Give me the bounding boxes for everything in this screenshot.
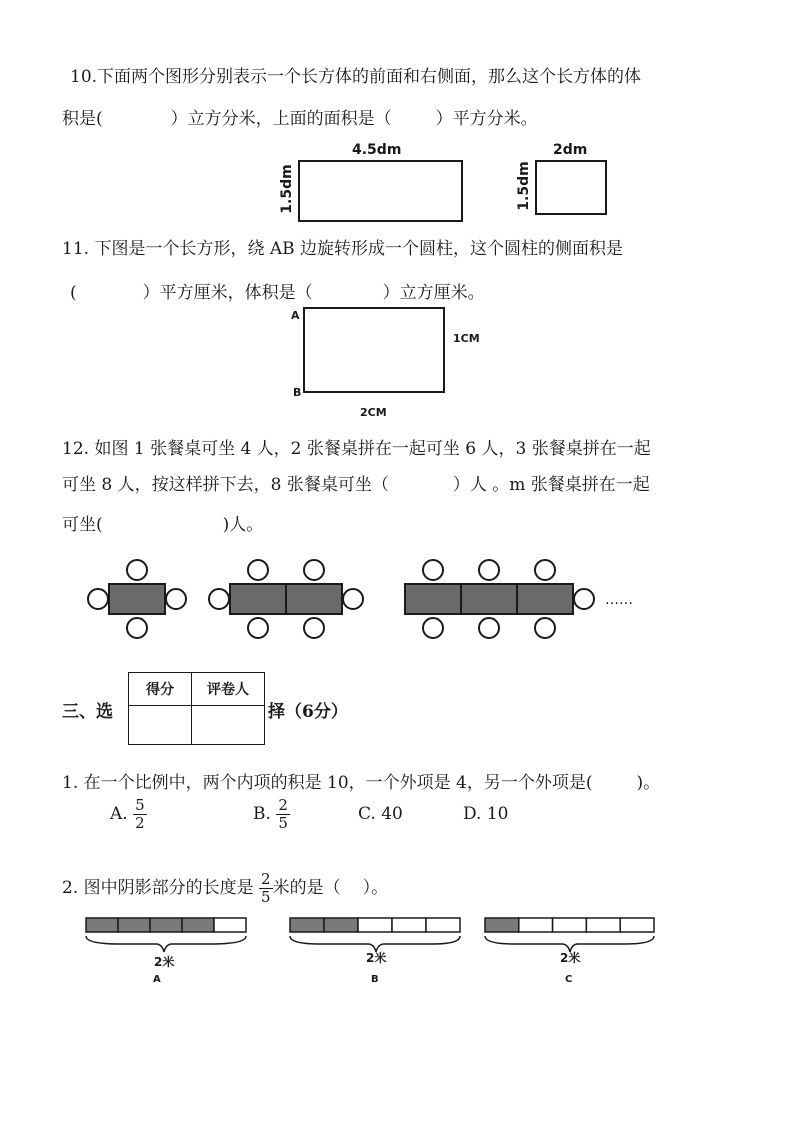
bar-b: [290, 918, 460, 932]
side-height-label: 1.5dm: [516, 161, 532, 211]
score-cell[interactable]: [129, 706, 192, 745]
point-a-label: A: [291, 309, 300, 322]
grader-header: 评卷人: [192, 673, 265, 706]
bar-a-segment: [86, 918, 118, 932]
c2-stem-end: ）。: [362, 878, 389, 898]
seat: [166, 589, 186, 609]
q11-line1: 11. 下图是一个长方形，绕 AB 边旋转形成一个圆柱，这个圆柱的侧面积是: [62, 239, 624, 259]
bar-b-segment: [426, 918, 460, 932]
rect-height-label: 1CM: [453, 332, 480, 345]
section3-suffix: 择（6分）: [268, 702, 348, 722]
bar-a-segment: [182, 918, 214, 932]
q12-line2: [62, 470, 650, 495]
grader-cell[interactable]: [192, 706, 265, 745]
seat: [248, 618, 268, 638]
c2-num: 2: [261, 870, 271, 888]
bar-b-segment: [324, 918, 358, 932]
bar-c-length-label: 2米: [560, 951, 581, 965]
rect-width-label: 2CM: [360, 406, 387, 419]
q12-text-c: 可坐(: [62, 515, 103, 535]
front-face-rect: [298, 160, 463, 222]
bar-c-segment: [586, 918, 620, 932]
bar-b-letter: B: [371, 974, 379, 985]
bar-c-segment: [485, 918, 519, 932]
c1-option-b-letter: B.: [253, 804, 271, 824]
c1-b-den: 5: [278, 814, 288, 832]
c1-option-d[interactable]: D. 10: [463, 804, 509, 824]
c1-option-b[interactable]: [253, 798, 290, 831]
c1-option-c[interactable]: C. 40: [358, 804, 403, 824]
side-face-rect: [535, 160, 607, 215]
q10-text-b: ）立方分米，上面的面积是（: [170, 109, 392, 129]
table-1-1: [109, 584, 165, 614]
seat: [127, 560, 147, 580]
bar-c-segment: [620, 918, 654, 932]
bar-a: [86, 918, 246, 932]
bar-a-segment: [214, 918, 246, 932]
rectangle-ab: [303, 307, 445, 393]
seat: [127, 618, 147, 638]
c1-option-a-fraction: [133, 798, 147, 831]
seat: [423, 560, 443, 580]
q11-text-b: ）平方厘米，体积是（: [142, 283, 313, 303]
c1-option-b-fraction: [276, 798, 290, 831]
bars-diagram: [80, 912, 680, 988]
table-2-2: [286, 584, 342, 614]
brace-b: [290, 936, 460, 952]
c1-option-a-letter: A.: [110, 804, 128, 824]
brace-a: [86, 936, 246, 952]
bar-a-segment: [150, 918, 182, 932]
bar-c-segment: [519, 918, 553, 932]
c1-stem-end: )。: [636, 773, 661, 793]
bar-a-letter: A: [153, 974, 161, 985]
bar-c-letter: C: [565, 974, 573, 985]
table-3-2: [461, 584, 517, 614]
c2-stem: [62, 872, 388, 905]
front-height-label: 1.5dm: [279, 164, 295, 214]
bar-a-length-label: 2米: [154, 955, 175, 969]
seat: [423, 618, 443, 638]
c1-stem-text: 1. 在一个比例中，两个内项的积是 10，一个外项是 4，另一个外项是(: [62, 773, 593, 793]
q11-text-a: (: [70, 283, 77, 303]
seat: [248, 560, 268, 580]
seat: [304, 618, 324, 638]
q12-text-b: ）人 。m 张餐桌拼在一起: [452, 475, 650, 495]
point-b-label: B: [293, 386, 302, 399]
seat: [209, 589, 229, 609]
seat: [479, 618, 499, 638]
score-header: 得分: [129, 673, 192, 706]
seat: [479, 560, 499, 580]
tables-ellipsis: ……: [605, 592, 633, 608]
seat: [304, 560, 324, 580]
c1-stem: [62, 768, 660, 793]
q10-line2: [62, 104, 538, 129]
q10-text-c: ）平方分米。: [435, 109, 538, 129]
bar-b-segment: [392, 918, 426, 932]
q11-line2: [70, 278, 485, 303]
seat: [535, 618, 555, 638]
bar-c-segment: [553, 918, 587, 932]
table-3-3: [517, 584, 573, 614]
q11-text-c: ）立方厘米。: [382, 283, 485, 303]
seat: [535, 560, 555, 580]
table-3-1: [405, 584, 461, 614]
c1-option-a[interactable]: [110, 798, 147, 831]
side-width-label: 2dm: [553, 142, 588, 158]
seat: [88, 589, 108, 609]
seat: [343, 589, 363, 609]
seat: [574, 589, 594, 609]
c2-stem-text: 2. 图中阴影部分的长度是: [62, 878, 254, 898]
c1-b-num: 2: [278, 796, 288, 814]
q12-line3: [62, 510, 263, 535]
bar-b-length-label: 2米: [366, 951, 387, 965]
c2-stem-text-b: 米的是（: [272, 878, 341, 898]
bar-b-segment: [358, 918, 392, 932]
c2-fraction: [259, 872, 273, 905]
c1-a-num: 5: [135, 796, 145, 814]
bar-c: [485, 918, 654, 932]
bar-a-segment: [118, 918, 150, 932]
c1-a-den: 2: [135, 814, 145, 832]
c2-den: 5: [261, 888, 271, 906]
q12-line1: 12. 如图 1 张餐桌可坐 4 人，2 张餐桌拼在一起可坐 6 人，3 张餐桌拼在一起: [62, 439, 651, 459]
bar-b-segment: [290, 918, 324, 932]
section3-prefix: 三、选: [62, 702, 113, 722]
tables-diagram: [80, 556, 700, 640]
q12-text-d: )人。: [222, 515, 264, 535]
q10-line1: 10.下面两个图形分别表示一个长方体的前面和右侧面，那么这个长方体的体: [70, 67, 642, 87]
brace-c: [485, 936, 654, 952]
q10-text-a: 积是(: [62, 109, 103, 129]
front-width-label: 4.5dm: [352, 142, 402, 158]
score-table: [128, 672, 265, 745]
table-2-1: [230, 584, 286, 614]
q12-text-a: 可坐 8 人，按这样拼下去，8 张餐桌可坐（: [62, 475, 389, 495]
